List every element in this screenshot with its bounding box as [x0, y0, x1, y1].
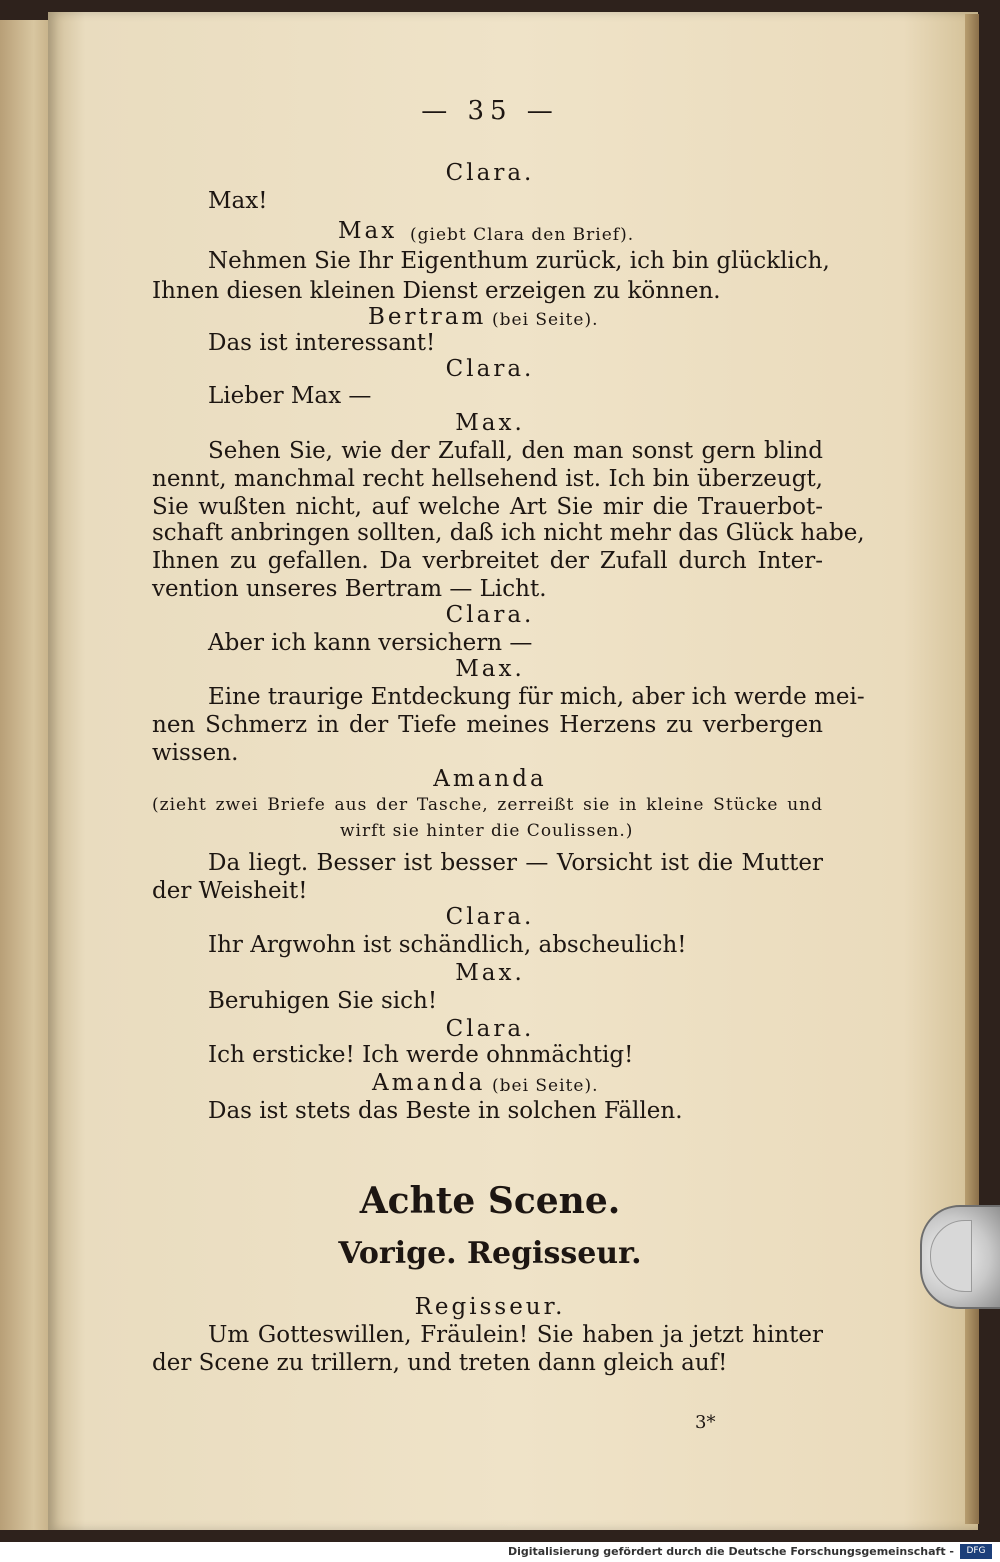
dialogue-line: Beruhigen Sie sich!: [208, 988, 438, 1014]
speaker-name: Clara.: [445, 160, 535, 186]
dialogue-line: Sie wußten nicht, auf welche Art Sie mir die Trauerbot-: [152, 494, 823, 520]
dialogue-line: Sehen Sie, wie der Zufall, den man sonst gern blind: [208, 438, 823, 464]
dialogue-line: schaft anbringen sollten, daß ich nicht mehr das Glück habe,: [152, 520, 865, 546]
dialogue-line: Um Gotteswillen, Fräulein! Sie haben ja jetzt hinter: [208, 1322, 823, 1348]
dialogue-line: Lieber Max —: [208, 383, 372, 409]
scene-heading: Achte Scene.: [359, 1180, 621, 1222]
footer-credit: Digitalisierung gefördert durch die Deutsche Forschungsgemeinschaft -: [507, 1545, 954, 1558]
dfg-logo: DFG: [960, 1544, 992, 1559]
dialogue-line: Ihnen diesen kleinen Dienst erzeigen zu können.: [152, 278, 721, 304]
digitization-footer: [0, 1542, 1000, 1562]
dialogue-line: Nehmen Sie Ihr Eigenthum zurück, ich bin glücklich,: [208, 248, 830, 274]
stage-direction: (bei Seite).: [492, 1076, 599, 1096]
stage-direction: (bei Seite).: [492, 310, 599, 330]
dialogue-line: Das ist interessant!: [208, 330, 436, 356]
scene-characters: Vorige. Regisseur.: [338, 1236, 642, 1271]
speaker-name: Regisseur.: [414, 1294, 566, 1320]
stage-direction: (giebt Clara den Brief).: [410, 225, 635, 245]
page-number: — 35 —: [421, 96, 559, 126]
dialogue-line: vention unseres Bertram — Licht.: [152, 576, 547, 602]
stage-direction: (zieht zwei Briefe aus der Tasche, zerreißt sie in kleine Stücke und: [152, 795, 823, 815]
speaker-name: Amanda: [433, 766, 547, 792]
speaker-name: Clara.: [445, 904, 535, 930]
dialogue-line: Da liegt. Besser ist besser — Vorsicht ist die Mutter: [208, 850, 823, 876]
speaker-name: Clara.: [445, 356, 535, 382]
dialogue-line: wissen.: [152, 740, 239, 766]
dialogue-line: der Scene zu trillern, und treten dann gleich auf!: [152, 1350, 728, 1376]
dialogue-line: nen Schmerz in der Tiefe meines Herzens zu verbergen: [152, 712, 823, 738]
speaker-name: Max: [338, 218, 398, 244]
speaker-name: Bertram: [368, 304, 487, 330]
speaker-name: Clara.: [445, 1016, 535, 1042]
speaker-name: Max.: [455, 960, 525, 986]
stage-direction: wirft sie hinter die Coulissen.): [340, 821, 634, 841]
speaker-name: Amanda: [372, 1070, 486, 1096]
dialogue-line: Ihr Argwohn ist schändlich, abscheulich!: [208, 932, 687, 958]
dialogue-line: Aber ich kann versichern —: [208, 630, 533, 656]
signature-mark: 3*: [695, 1412, 716, 1433]
dialogue-line: Ihnen zu gefallen. Da verbreitet der Zufall durch Inter-: [152, 548, 823, 574]
left-page-edge: [0, 20, 48, 1530]
speaker-name: Clara.: [445, 602, 535, 628]
dialogue-line: Max!: [208, 188, 268, 214]
dialogue-line: der Weisheit!: [152, 878, 308, 904]
dialogue-line: Ich ersticke! Ich werde ohnmächtig!: [208, 1042, 634, 1068]
speaker-name: Max.: [455, 656, 525, 682]
dialogue-line: Das ist stets das Beste in solchen Fällen.: [208, 1098, 683, 1124]
dialogue-line: nennt, manchmal recht hellsehend ist. Ich bin überzeugt,: [152, 466, 823, 492]
speaker-name: Max.: [455, 410, 525, 436]
dialogue-line: Eine traurige Entdeckung für mich, aber ich werde mei-: [208, 684, 865, 710]
